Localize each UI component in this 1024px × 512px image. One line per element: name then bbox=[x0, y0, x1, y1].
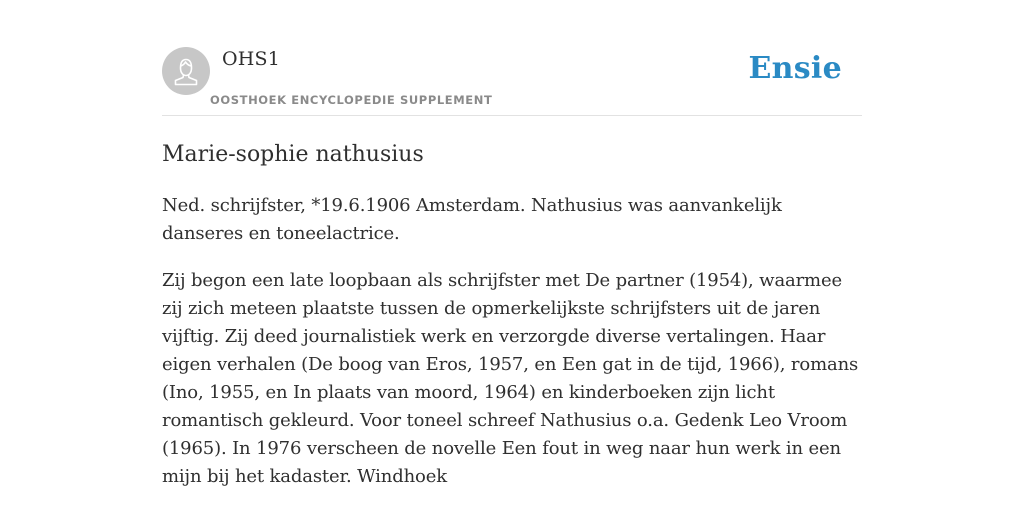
article-header bbox=[162, 0, 862, 116]
brand-logo[interactable]: Ensie bbox=[748, 51, 842, 86]
user-avatar-icon bbox=[162, 47, 210, 95]
article-paragraph: Zij begon een late loopbaan als schrijfster met De partner (1954), waarmee zij zich meteen plaatste tussen de opmerkelijkste schrijfsters uit de jaren vijftig. Zij deed journalistiek werk en verzorgde diverse vertalingen. Haar eigen verhalen (De boog van Eros, 1957, en Een gat in de tijd, 1966), romans (Ino, 1955, en In plaats van moord, 1964) en kinderboeken zijn licht romantisch gekleurd. Voor toneel schreef Nathusius o.a. Gedenk Leo Vroom (1965). In 1976 verscheen de novelle Een fout in weg naar hun werk in een mijn bij het kadaster. Windhoek bbox=[162, 270, 859, 487]
author-name[interactable]: OHS1 bbox=[222, 48, 281, 70]
avatar[interactable] bbox=[162, 47, 210, 95]
article-title: Marie-sophie nathusius bbox=[162, 142, 424, 167]
article-page bbox=[162, 0, 862, 512]
article-paragraph: Ned. schrijfster, *19.6.1906 Amsterdam. Nathusius was aanvankelijk danseres en toneelactrice. bbox=[162, 195, 782, 244]
article-body bbox=[162, 192, 862, 510]
source-label: OOSTHOEK ENCYCLOPEDIE SUPPLEMENT bbox=[210, 93, 493, 107]
